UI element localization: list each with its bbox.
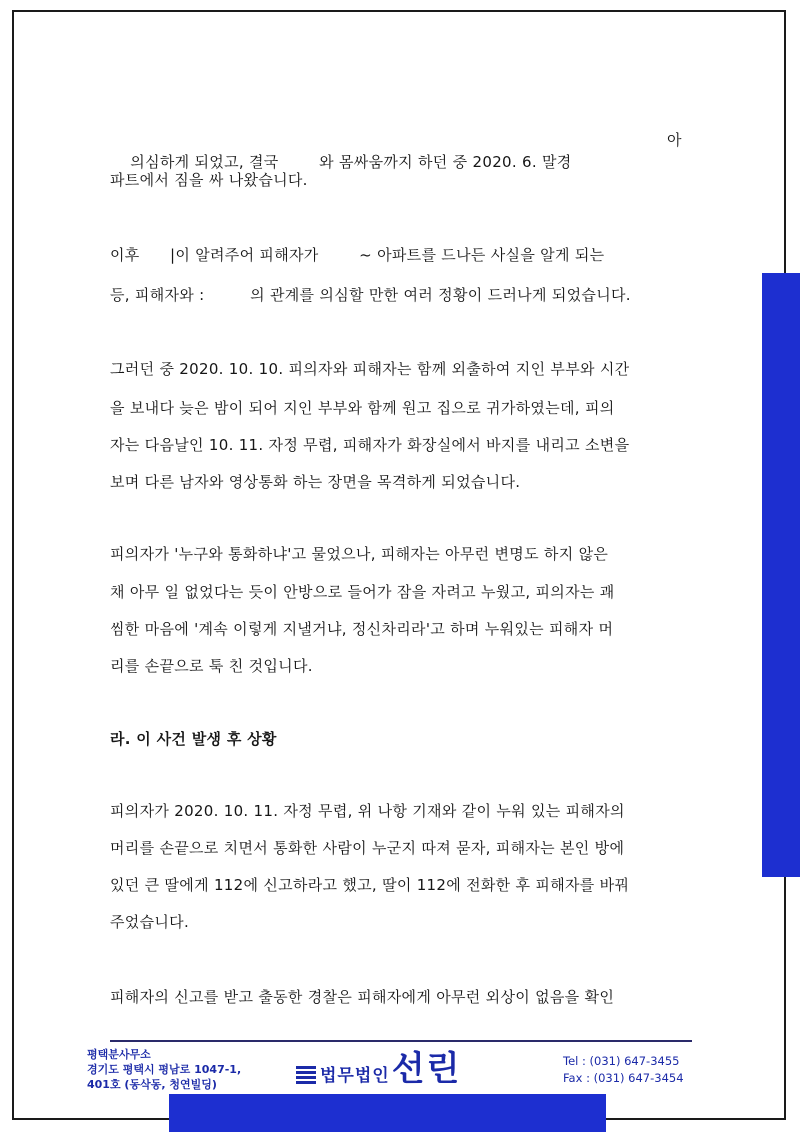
office-name: 평택분사무소 <box>87 1048 151 1061</box>
body-line: 을 보내다 늦은 밤이 되어 지인 부부와 함께 원고 집으로 귀가하였는데, 피의 <box>110 399 615 417</box>
body-line: 피의자가 '누구와 통화하냐'고 물었으나, 피해자는 아무런 변명도 하지 않은 <box>110 545 609 563</box>
firm-logo-icon <box>296 1064 316 1084</box>
firm-logo-subtitle: 법무법인 <box>320 1066 390 1086</box>
body-line: 머리를 손끝으로 치면서 통화한 사람이 누군지 따져 묻자, 피해자는 본인 방에 <box>110 839 625 857</box>
body-line: 파트에서 짐을 싸 나왔습니다. <box>110 171 308 189</box>
body-line: 이후 |이 알려주어 피해자가 ~ 아파트를 드나든 사실을 알게 되는 <box>110 246 605 264</box>
body-line-text: 의심하게 되었고, 결국 와 몸싸움까지 하던 중 2020. 6. 말경 <box>130 153 572 171</box>
contact-info <box>563 1053 684 1087</box>
body-line: 씸한 마음에 '계속 이렇게 지낼거냐, 정신차리라'고 하며 누워있는 피해자 머 <box>110 620 614 638</box>
body-line: 피의자가 2020. 10. 11. 자정 무렵, 위 나항 기재와 같이 누워 있는 피해자의 <box>110 802 625 820</box>
body-line: 자는 다음날인 10. 11. 자정 무렵, 피해자가 화장실에서 바지를 내리고 소변을 <box>110 436 630 454</box>
body-line: 채 아무 일 없었다는 듯이 안방으로 들어가 잠을 자려고 누웠고, 피의자는 괘 <box>110 583 615 601</box>
body-line: 있던 큰 딸에게 112에 신고하라고 했고, 딸이 112에 전화한 후 피해자를 바꿔 <box>110 876 630 894</box>
office-info <box>87 1047 241 1092</box>
body-line: 피해자의 신고를 받고 출동한 경찰은 피해자에게 아무런 외상이 없음을 확인 <box>110 988 615 1006</box>
section-heading: 라. 이 사건 발생 후 상황 <box>110 730 277 748</box>
contact-fax: Fax : (031) 647-3454 <box>563 1071 684 1085</box>
footer-divider <box>110 1040 692 1042</box>
body-line: 리를 손끝으로 툭 친 것입니다. <box>110 657 313 675</box>
body-line: 그러던 중 2020. 10. 10. 피의자와 피해자는 함께 외출하여 지인 부부와 시간 <box>110 360 630 378</box>
body-line: 주었습니다. <box>110 913 190 931</box>
body-line-tail: 아 <box>667 131 682 149</box>
side-blue-stripe <box>762 273 800 877</box>
contact-tel: Tel : (031) 647-3455 <box>563 1054 680 1068</box>
firm-logo-title: 선린 <box>391 1049 462 1089</box>
firm-logo <box>296 1046 461 1092</box>
body-line: 등, 피해자와 : 의 관계를 의심할 만한 여러 정황이 드러나게 되었습니다. <box>110 286 631 304</box>
bottom-blue-bar <box>169 1094 606 1132</box>
office-address-line2: 401호 (동삭동, 청연빌딩) <box>87 1078 217 1091</box>
body-line: 보며 다른 남자와 영상통화 하는 장면을 목격하게 되었습니다. <box>110 473 521 491</box>
office-address-line1: 경기도 평택시 평남로 1047-1, <box>87 1063 242 1076</box>
